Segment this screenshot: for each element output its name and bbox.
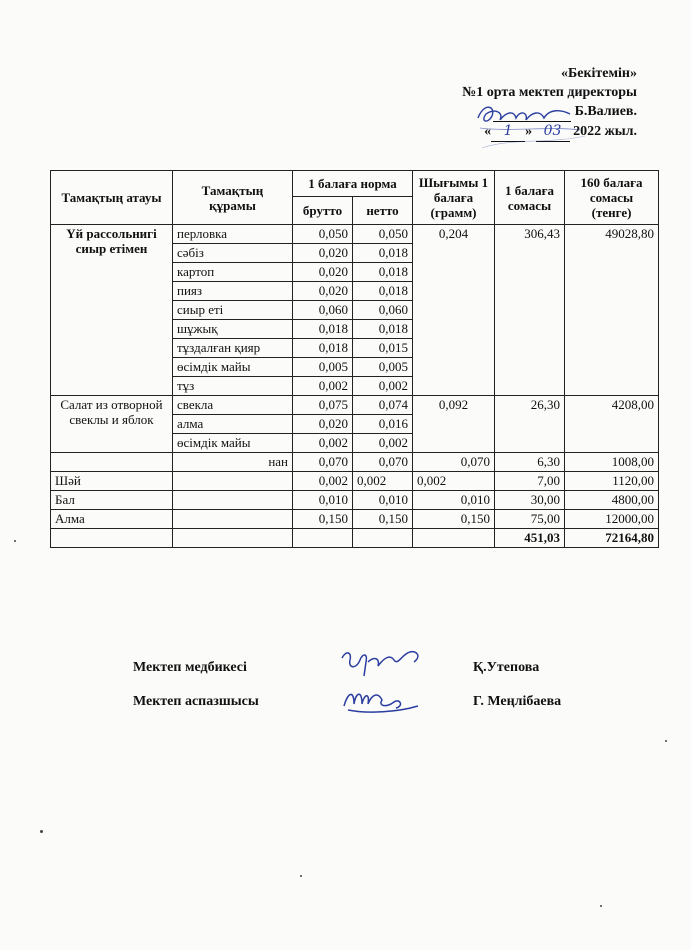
date-open-quote: « (484, 124, 492, 139)
gross-value: 0,150 (293, 510, 353, 529)
ingredient: шұжық (173, 320, 293, 339)
ingredient: картоп (173, 263, 293, 282)
gross-value: 0,020 (293, 244, 353, 263)
net-value: 0,070 (353, 453, 413, 472)
gross-value: 0,002 (293, 472, 353, 491)
nurse-role: Мектеп медбикесі (133, 660, 247, 675)
gross-value: 0,070 (293, 453, 353, 472)
ingredient (173, 472, 293, 491)
gross-value: 0,010 (293, 491, 353, 510)
total-empty-cell (293, 529, 353, 548)
gross-value: 0,020 (293, 282, 353, 301)
date-close-quote: » (525, 124, 533, 139)
yield-value: 0,070 (413, 453, 495, 472)
net-value: 0,074 (353, 396, 413, 415)
ingredient: перловка (173, 225, 293, 244)
approval-position: №1 орта мектеп директоры (462, 85, 637, 100)
gross-value: 0,020 (293, 415, 353, 434)
header-dish: Тамақтың атауы (51, 171, 173, 225)
date-day: 1 (491, 122, 525, 142)
ingredient: свекла (173, 396, 293, 415)
cost-one-value: 30,00 (495, 491, 565, 510)
table-row (51, 472, 659, 491)
net-value: 0,002 (353, 377, 413, 396)
cook-signature (338, 680, 428, 716)
net-value: 0,018 (353, 263, 413, 282)
table-row (51, 453, 659, 472)
header-cost-one: 1 балаға сомасы (495, 171, 565, 225)
dish-name: Алма (51, 510, 173, 529)
scan-speck (300, 875, 302, 877)
total-cost-160: 72164,80 (565, 529, 659, 548)
net-value: 0,060 (353, 301, 413, 320)
cost-one-value: 6,30 (495, 453, 565, 472)
header-norm: 1 балаға норма (293, 171, 413, 197)
net-value: 0,002 (353, 472, 413, 491)
total-cost-one: 451,03 (495, 529, 565, 548)
ingredient: сиыр еті (173, 301, 293, 320)
menu-table (50, 170, 659, 548)
header-yield: Шығымы 1 балаға (грамм) (413, 171, 495, 225)
total-empty-cell (413, 529, 495, 548)
net-value: 0,002 (353, 434, 413, 453)
net-value: 0,018 (353, 282, 413, 301)
cost-one-value: 75,00 (495, 510, 565, 529)
table-row (51, 225, 659, 244)
header-net: нетто (353, 197, 413, 225)
header-cost-160: 160 балаға сомасы (тенге) (565, 171, 659, 225)
cost-one-value: 306,43 (495, 225, 565, 396)
cost-one-value: 26,30 (495, 396, 565, 453)
ingredient (173, 510, 293, 529)
scan-speck (665, 740, 667, 742)
cost-160-value: 4208,00 (565, 396, 659, 453)
table-row (51, 510, 659, 529)
director-name: Б.Валиев. (574, 104, 637, 119)
net-value: 0,018 (353, 244, 413, 263)
gross-value: 0,060 (293, 301, 353, 320)
director-signature-stamp (470, 88, 590, 168)
table-row (51, 396, 659, 415)
gross-value: 0,018 (293, 320, 353, 339)
net-value: 0,005 (353, 358, 413, 377)
yield-value: 0,092 (413, 396, 495, 453)
dish-name: Үй рассольнигі сиыр етімен (51, 225, 173, 396)
ingredient: сәбіз (173, 244, 293, 263)
scan-speck (40, 830, 43, 833)
date-year: 2022 жыл. (573, 124, 637, 139)
cost-one-value: 7,00 (495, 472, 565, 491)
ingredient: пияз (173, 282, 293, 301)
ingredient: өсімдік майы (173, 434, 293, 453)
dish-name: Шәй (51, 472, 173, 491)
signature-block (133, 660, 613, 728)
yield-value: 0,010 (413, 491, 495, 510)
yield-value: 0,150 (413, 510, 495, 529)
total-row (51, 529, 659, 548)
gross-value: 0,002 (293, 434, 353, 453)
gross-value: 0,075 (293, 396, 353, 415)
net-value: 0,016 (353, 415, 413, 434)
ingredient: алма (173, 415, 293, 434)
net-value: 0,010 (353, 491, 413, 510)
ingredient (173, 491, 293, 510)
cost-160-value: 4800,00 (565, 491, 659, 510)
total-empty-cell (173, 529, 293, 548)
gross-value: 0,020 (293, 263, 353, 282)
scan-speck (600, 905, 602, 907)
nurse-name: Қ.Утепова (473, 660, 540, 675)
cost-160-value: 12000,00 (565, 510, 659, 529)
cost-160-value: 1120,00 (565, 472, 659, 491)
total-empty-cell (353, 529, 413, 548)
ingredient: тұздалған қияр (173, 339, 293, 358)
dish-name (51, 453, 173, 472)
dish-name: Салат из отворной свеклы и яблок (51, 396, 173, 453)
net-value: 0,018 (353, 320, 413, 339)
cook-signature-row (133, 694, 613, 728)
gross-value: 0,005 (293, 358, 353, 377)
cook-role: Мектеп аспазшысы (133, 694, 259, 709)
gross-value: 0,002 (293, 377, 353, 396)
net-value: 0,150 (353, 510, 413, 529)
net-value: 0,050 (353, 225, 413, 244)
scan-speck (14, 540, 16, 542)
approval-title: «Бекітемін» (560, 66, 637, 81)
cook-name: Г. Меңлібаева (473, 694, 562, 709)
ingredient: нан (173, 453, 293, 472)
dish-name: Бал (51, 491, 173, 510)
date-month: 03 (536, 122, 570, 142)
gross-value: 0,050 (293, 225, 353, 244)
header-ingredients: Тамақтың құрамы (173, 171, 293, 225)
table-row (51, 491, 659, 510)
nurse-signature (338, 646, 428, 682)
header-gross: брутто (293, 197, 353, 225)
ingredient: өсімдік майы (173, 358, 293, 377)
cost-160-value: 49028,80 (565, 225, 659, 396)
cost-160-value: 1008,00 (565, 453, 659, 472)
total-empty-cell (51, 529, 173, 548)
ingredient: тұз (173, 377, 293, 396)
net-value: 0,015 (353, 339, 413, 358)
yield-value: 0,002 (413, 472, 495, 491)
yield-value: 0,204 (413, 225, 495, 396)
gross-value: 0,018 (293, 339, 353, 358)
